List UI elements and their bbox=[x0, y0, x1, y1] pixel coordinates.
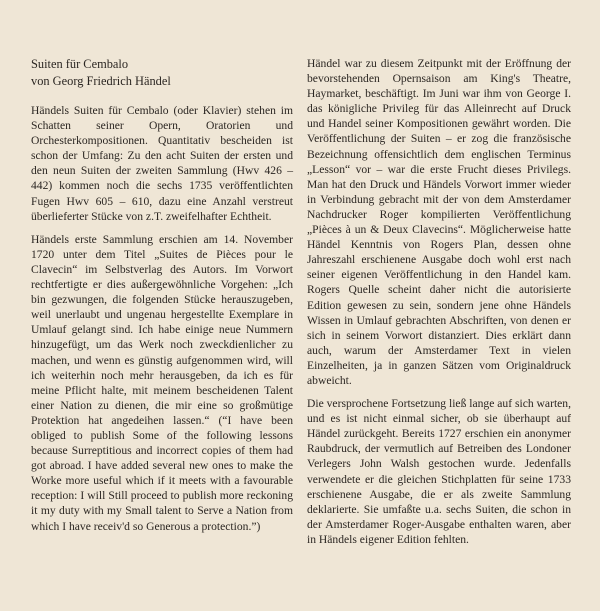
paragraph-left-2: Händels erste Sammlung erschien am 14. November 1720 unter dem Titel „Suites de Pièces pour le Clavecin“ im Selbstverlag des Autors. Im Vorwort rechtfertigte er dies außergewöhnliche Vorgehen: „Ich bin gezwungen, die folgenden Stücke herauszugeben, weil unerlaubt und ungenau hergestellte Exemplare in Umlauf gelangt sind. Ich habe einige neue Nummern hinzugefügt, um das Werk noch zweckdienlicher zu machen, und wenn es günstig aufgenommen wird, will ich weiterhin noch mehr herausgeben, da ich es für meine Pflicht halte, mit meinem bescheidenen Talent einer Nation zu dienen, die mir eine so großmütige Protektion hat angedeihen lassen.“ (“I have been obliged to publish Some of the following lessons because Surreptitious and incorrect copies of them had got abroad. I have added several new ones to make the Worke more useful which if it meets with a favourable reception: I will Still proceed to publish more reckoning it my duty with my Small talent to Serve a Nation from which I have receiv'd so Generous a protection.”) bbox=[31, 232, 293, 533]
paragraph-right-1: Händel war zu diesem Zeitpunkt mit der Eröffnung der bevorstehenden Opernsaison am King's Theatre, Haymarket, beschäftigt. Im Juni war ihm von George I. das königliche Privileg für das Alleinrecht auf Druck und Handel seiner Kompositionen gewährt worden. Die Veröffentlichung der Suiten – er zog die französische Bezeichnung offensichtlich dem englischen Terminus „Lesson“ vor – war die erste Frucht dieses Privilegs. Man hat den Druck und Händels Vorwort immer wieder in Verbindung gebracht mit der von dem Amsterdamer Nachdrucker Roger kompilierten Veröffentlichung „Pièces à un & Deux Clavecins“. Möglicherweise hatte Händel Kenntnis von Rogers Plan, dessen ohne Jahreszahl erschienene Ausgabe doch wohl erst nach seiner eigenen Veröffentlichung in den Handel kam. Rogers Quelle scheint daher nicht die autorisierte Edition gewesen zu sein, sondern jene ohne Händels Wissen in Umlauf gebrachten Abschriften, von denen er sich in seinem Vorwort distanziert. Dies erklärt dann auch, warum der Amsterdamer Text in vielen Einzelheiten, ja in ganzen Sätzen vom Originaldruck abweicht. bbox=[307, 57, 571, 387]
title-line-1: Suiten für Cembalo bbox=[31, 57, 129, 71]
left-column bbox=[31, 56, 293, 542]
title-line-2: von Georg Friedrich Händel bbox=[31, 74, 171, 88]
right-column bbox=[307, 56, 571, 555]
article-title bbox=[31, 56, 293, 90]
paragraph-left-1: Händels Suiten für Cembalo (oder Klavier) stehen im Schatten seiner Opern, Oratorien und Orchesterkompositionen. Quantitativ bescheiden ist schon der Umfang: Zu den acht Suiten der ersten und den neun Suiten der zweiten Sammlung (Hwv 426 – 442) kommen noch die sechs 1735 veröffentlichten Fugen Hwv 605 – 610, dazu eine Anzahl verstreut überlieferter Stücke von z.T. zweifelhafter Echtheit. bbox=[31, 104, 293, 223]
paragraph-right-2: Die versprochene Fortsetzung ließ lange auf sich warten, und es ist nicht einmal sicher, ob sie überhaupt auf Händel zurückgeht. Bereits 1727 erschien ein anonymer Raubdruck, der vermutlich auf Betreiben des Londoner Verlegers John Walsh gestochen wurde. Jedenfalls verwendete er die gleichen Stichplatten für seine 1733 erschienene Ausgabe, die er als zweite Sammlung deklarierte. Sie umfaßte u.a. sechs Suiten, die schon in der Amsterdamer Roger-Ausgabe enthalten waren, aber in Händels eigener Edition fehlten. bbox=[307, 397, 571, 546]
